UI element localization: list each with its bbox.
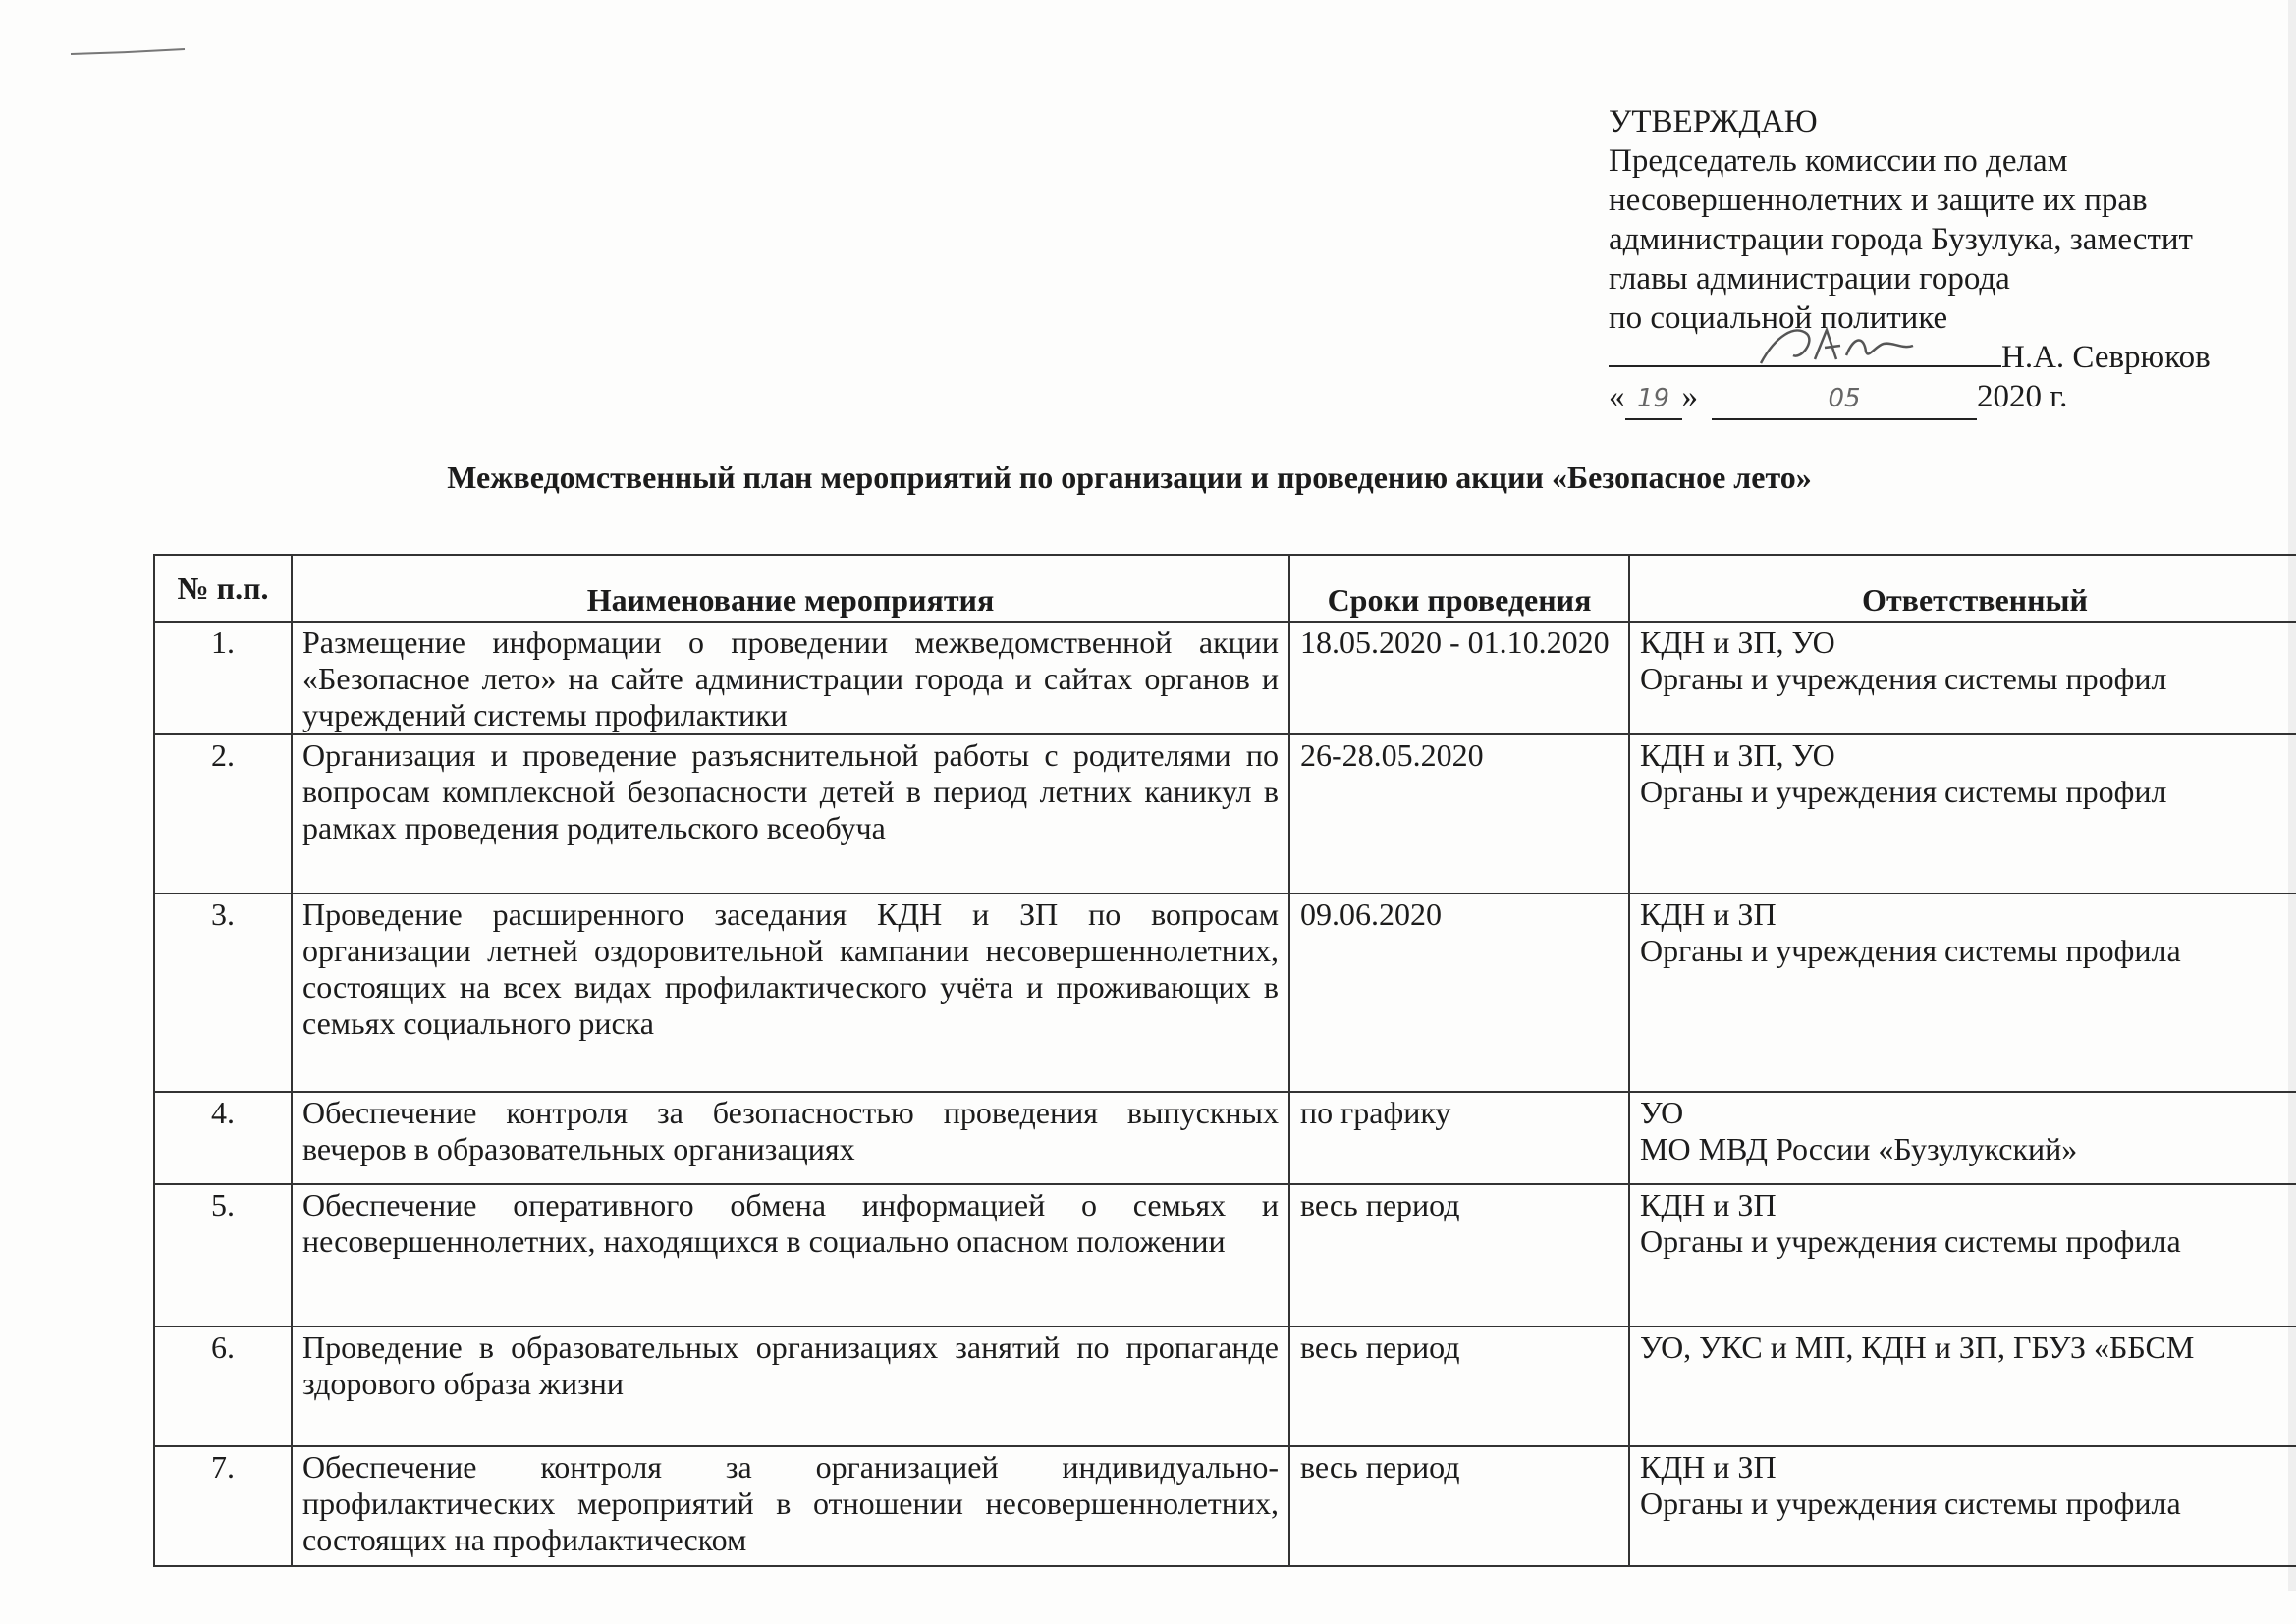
responsible-line: КДН и ЗП [1640, 896, 1777, 932]
row-name: Проведение в образовательных организациях занятий по пропаганде здорового образа жизни [292, 1326, 1289, 1446]
page-bottom-edge [0, 1591, 2296, 1624]
approval-block [1609, 102, 2296, 416]
row-num: 6. [154, 1326, 292, 1446]
handwritten-signature [1756, 316, 1923, 375]
row-term: весь период [1289, 1184, 1629, 1326]
table-row [154, 1446, 2296, 1566]
header-num: № п.п. [154, 555, 292, 622]
row-responsible [1629, 893, 2296, 1092]
row-name: Размещение информации о проведении межведомственной акции «Безопасное лето» на сайте администрации города и сайтах органов и учреждений системы профилактики [292, 622, 1289, 734]
row-term: весь период [1289, 1446, 1629, 1566]
row-num: 5. [154, 1184, 292, 1326]
row-responsible [1629, 1184, 2296, 1326]
events-table [153, 554, 2296, 1567]
responsible-line: КДН и ЗП, УО [1640, 737, 1835, 773]
approval-date [1609, 377, 2296, 416]
responsible-line: КДН и ЗП, УО [1640, 624, 1835, 660]
responsible-line: МО МВД России «Бузулукский» [1640, 1131, 2078, 1166]
table-header-row [154, 555, 2296, 622]
row-name: Проведение расширенного заседания КДН и ЗП по вопросам организации летней оздоровительной кампании несовершеннолетних, состоящих на всех видах профилактического учёта и проживающих в семьях социального риска [292, 893, 1289, 1092]
table-row [154, 622, 2296, 734]
signatory-name: Н.А. Севрюков [2001, 340, 2211, 375]
row-name: Обеспечение оперативного обмена информацией о семьях и несовершеннолетних, находящихся в социально опасном положении [292, 1184, 1289, 1326]
row-term: весь период [1289, 1326, 1629, 1446]
date-open-quote: « [1609, 379, 1625, 414]
row-responsible [1629, 734, 2296, 893]
row-name: Организация и проведение разъяснительной работы с родителями по вопросам комплексной безопасности детей в период летних каникул в рамках проведения родительского всеобуча [292, 734, 1289, 893]
row-responsible [1629, 622, 2296, 734]
row-num: 7. [154, 1446, 292, 1566]
row-term: по графику [1289, 1092, 1629, 1184]
document-title: Межведомственный план мероприятий по организации и проведению акции «Безопасное лето» [447, 460, 1812, 495]
row-term: 26-28.05.2020 [1289, 734, 1629, 893]
approval-line: администрации города Бузулука, заместит [1609, 222, 2193, 257]
responsible-line: Органы и учреждения системы профила [1640, 1223, 2181, 1259]
header-term: Сроки проведения [1289, 555, 1629, 622]
responsible-line: Органы и учреждения системы профила [1640, 933, 2181, 968]
row-num: 2. [154, 734, 292, 893]
approval-heading: УТВЕРЖДАЮ [1609, 104, 1818, 139]
signature-underline [1609, 338, 2001, 367]
table-row [154, 1326, 2296, 1446]
row-responsible [1629, 1446, 2296, 1566]
header-responsible: Ответственный [1629, 555, 2296, 622]
row-term: 18.05.2020 - 01.10.2020 [1289, 622, 1629, 734]
table-row [154, 734, 2296, 893]
row-term: 09.06.2020 [1289, 893, 1629, 1092]
responsible-line: Органы и учреждения системы профил [1640, 774, 2167, 809]
row-num: 4. [154, 1092, 292, 1184]
approval-line: Председатель комиссии по делам [1609, 143, 2068, 179]
row-name: Обеспечение контроля за безопасностью проведения выпускных вечеров в образовательных организациях [292, 1092, 1289, 1184]
table-row [154, 1092, 2296, 1184]
responsible-line: УО [1640, 1095, 1684, 1130]
header-name: Наименование мероприятия [292, 555, 1289, 622]
row-name: Обеспечение контроля за организацией индивидуально-профилактических мероприятий в отношении несовершеннолетних, состоящих на профилактическом [292, 1446, 1289, 1566]
date-close-quote: » [1681, 379, 1698, 414]
date-month: 05 [1712, 379, 1977, 420]
row-num: 1. [154, 622, 292, 734]
responsible-line: Органы и учреждения системы профила [1640, 1486, 2181, 1521]
responsible-line: КДН и ЗП [1640, 1187, 1777, 1222]
date-year: 2020 г. [1977, 379, 2068, 414]
row-num: 3. [154, 893, 292, 1092]
approval-line: главы администрации города [1609, 261, 2010, 297]
approval-line: по социальной политике [1609, 300, 1948, 336]
table-row [154, 1184, 2296, 1326]
responsible-line: УО, УКС и МП, КДН и ЗП, ГБУЗ «ББСМ [1640, 1329, 2195, 1365]
approval-line: несовершеннолетних и защите их прав [1609, 183, 2148, 218]
signature-line [1609, 338, 2296, 377]
row-responsible [1629, 1326, 2296, 1446]
scan-mark [69, 47, 187, 57]
row-responsible [1629, 1092, 2296, 1184]
responsible-line: КДН и ЗП [1640, 1449, 1777, 1485]
responsible-line: Органы и учреждения системы профил [1640, 661, 2167, 696]
table-row [154, 893, 2296, 1092]
date-day: 19 [1625, 379, 1682, 420]
